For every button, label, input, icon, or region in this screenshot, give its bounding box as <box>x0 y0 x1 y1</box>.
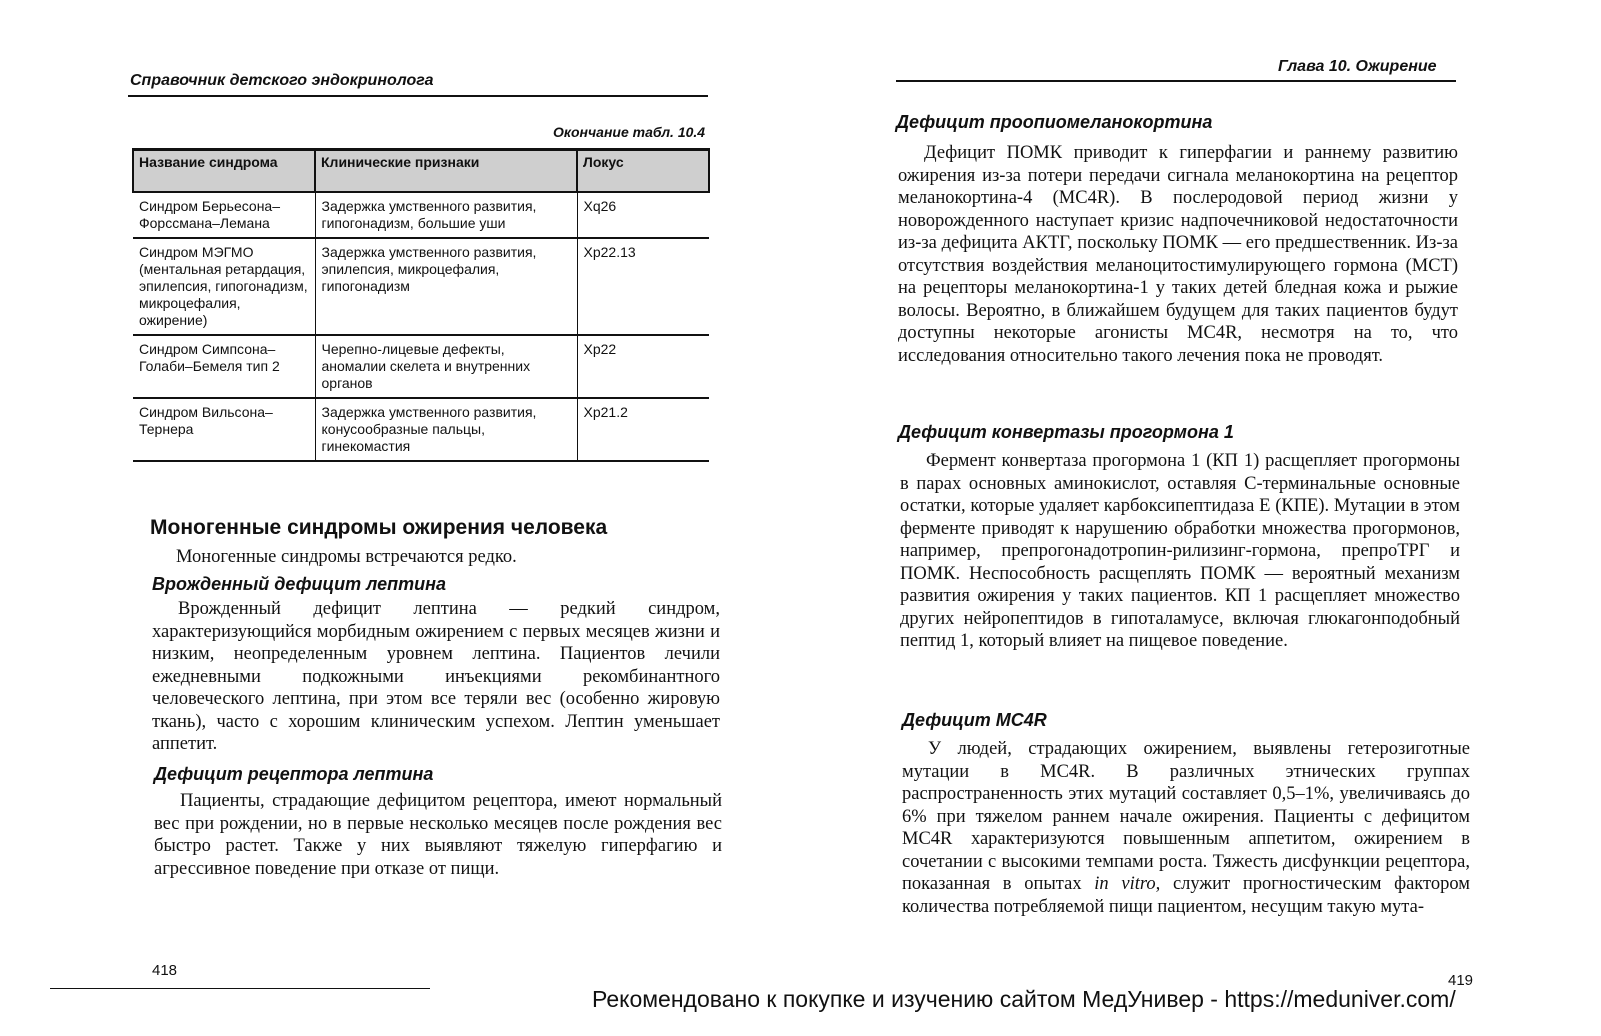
table-header-cell: Локус <box>577 150 709 193</box>
paragraph-mc4r-deficiency <box>902 738 1470 918</box>
page-number-right: 419 <box>1448 972 1474 989</box>
site-recommendation-footer: Рекомендовано к покупке и изучению сайтом МедУнивер - https://meduniver.com/ <box>592 986 1456 1012</box>
left-footer-rule <box>50 988 430 989</box>
subheading-pomc-deficiency: Дефицит проопиомеланокортина <box>896 112 1213 132</box>
left-running-head: Справочник детского эндокринолога <box>130 72 434 89</box>
right-running-head: Глава 10. Ожирение <box>1278 58 1437 75</box>
paragraph-text: У людей, страдающих ожирением, выявлены гетерозиготные мутации в MC4R. В различных этнических группах распространенность этих мутаций составляет 0,5–1%, увеличиваясь до 6% при тяжелом раннем начале ожирения. Пациенты с дефицитом MC4R характеризуются повышенным аппетитом, ожирением в сочетании с высокими темпами роста. Тяжесть дисфункции рецептора, показанная в опытах <box>902 739 1470 894</box>
table-cell: Задержка умственного развития, гипогонадизм, большие уши <box>315 192 577 238</box>
table-cell: Синдром Вильсона–Тернера <box>133 398 315 461</box>
table-row <box>133 192 709 238</box>
table-header-cell: Клинические признаки <box>315 150 577 193</box>
right-header-rule <box>896 80 1456 82</box>
table-row <box>133 398 709 461</box>
table-cell: Xp21.2 <box>577 398 709 461</box>
paragraph-leptin-receptor: Пациенты, страдающие дефицитом рецептора, имеют нормальный вес при рождении, но в первые несколько месяцев после рождения вес быстро растет. Также у них выявляют тяжелую гиперфагию и агрессивное поведение при отказе от пищи. <box>154 791 722 879</box>
table-cell: Синдром Берьесона–Форссмана–Лемана <box>133 192 315 238</box>
right-page <box>800 0 1601 1036</box>
paragraph-leptin-deficiency: Врожденный дефицит лептина — редкий синдром, характеризующийся морбидным ожирением с первых месяцев жизни и низким, неопределенным уровнем лептина. Пациентов лечили ежедневными подкожными инъекциями рекомбинантного человеческого лептина, при этом все теряли вес (особенно жировую ткань), часто с хорошим клиническим успехом. Лептин уменьшает аппетит. <box>152 599 720 754</box>
table-cell: Задержка умственного развития, конусообразные пальцы, гинекомастия <box>315 398 577 461</box>
section-intro: Моногенные синдромы встречаются редко. <box>176 547 517 567</box>
table-cell: Задержка умственного развития, эпилепсия, микроцефалия, гипогонадизм <box>315 238 577 335</box>
left-page <box>0 0 800 1036</box>
table-cell: Xp22.13 <box>577 238 709 335</box>
table-row <box>133 335 709 398</box>
subheading-mc4r-deficiency: Дефицит MC4R <box>902 710 1047 730</box>
table-cell: Черепно-лицевые дефекты, аномалии скелета и внутренних органов <box>315 335 577 398</box>
syndrome-table <box>132 148 710 462</box>
subheading-pc1-deficiency: Дефицит конвертазы прогормона 1 <box>898 422 1234 442</box>
page-number-left: 418 <box>152 962 178 979</box>
left-header-rule <box>128 95 708 97</box>
paragraph-italic-term: in vitro, <box>1094 874 1161 894</box>
table-header-cell: Название синдрома <box>133 150 315 193</box>
table-caption: Окончание табл. 10.4 <box>553 124 706 140</box>
table-row <box>133 238 709 335</box>
table-cell: Xp22 <box>577 335 709 398</box>
table-cell: Синдром Симпсона–Голаби–Бемеля тип 2 <box>133 335 315 398</box>
paragraph-text: служит прогностическим фактором количества потребляемой пищи пациентом, несущим такую мута- <box>902 874 1471 917</box>
paragraph-pc1-deficiency: Фермент конвертаза прогормона 1 (КП 1) расщепляет прогормоны в парах основных аминокислот, оставляя С-терминальные основные остатки, которые удаляет карбоксипептидаза Е (КПЕ). Мутации в этом ферменте приводят к нарушению обработки множества прогормонов, например, препрогонадотропин-рилизинг-гормона, препроТРГ и ПОМК. Неспособность расщеплять ПОМК — вероятный механизм развития ожирения у таких пациентов. КП 1 расщепляет множество других нейропептидов в гипоталамусе, включая глюкагонподобный пептид 1, который влияет на пищевое поведение. <box>900 451 1460 651</box>
table-cell: Синдром МЭГМО (ментальная ретардация, эпилепсия, гипогонадизм, микроцефалия, ожирение) <box>133 238 315 335</box>
table-header-row <box>133 150 709 193</box>
table-cell: Xq26 <box>577 192 709 238</box>
section-title: Моногенные синдромы ожирения человека <box>150 516 608 539</box>
subheading-leptin-deficiency: Врожденный дефицит лептина <box>152 574 447 594</box>
paragraph-pomc-deficiency: Дефицит ПОМК приводит к гиперфагии и раннему развитию ожирения из-за потери передачи сигнала меланокортина на рецептор меланокортина-4 (MC4R). В послеродовой период жизни у новорожденного наступает кризис надпочечниковой недостаточности из-за дефицита АКТГ, поскольку ПОМК — его предшественник. Из-за отсутствия воздействия меланоцитостимулирующего гормона (МСТ) на рецепторы меланокортина-1 у таких детей бледная кожа и рыжие волосы. Вероятно, в ближайшем будущем для таких пациентов будут доступны некоторые агонисты MC4R, несмотря на то, что исследования относительно такого лечения пока не проводят. <box>898 143 1458 366</box>
subheading-leptin-receptor: Дефицит рецептора лептина <box>154 764 434 784</box>
